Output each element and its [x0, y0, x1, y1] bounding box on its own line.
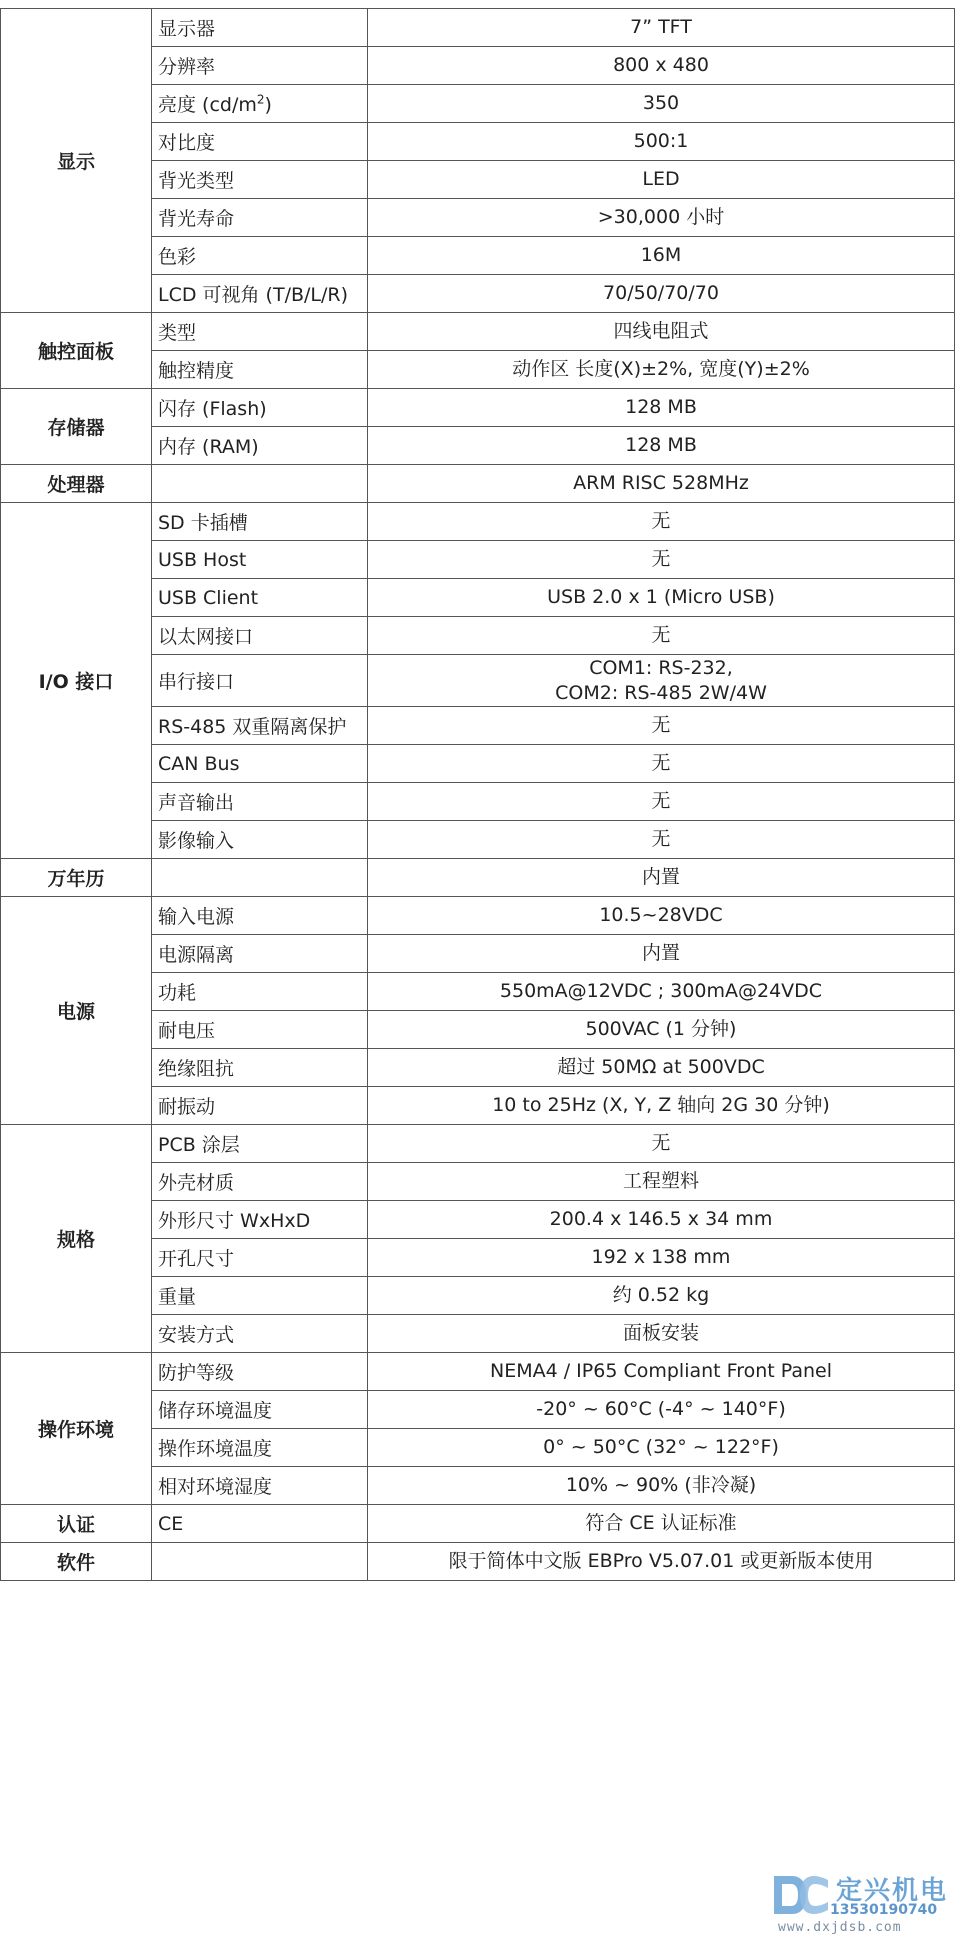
item-label: 分辨率 [152, 47, 368, 85]
item-value-line: COM1: RS-232, [589, 656, 733, 679]
item-label: 操作环境温度 [152, 1429, 368, 1467]
item-label: USB Client [152, 579, 368, 617]
item-label: LCD 可视角 (T/B/L/R) [152, 275, 368, 313]
item-value: 动作区 长度(X)±2%, 宽度(Y)±2% [368, 351, 955, 389]
item-value: 内置 [368, 859, 955, 897]
item-label: 背光类型 [152, 161, 368, 199]
item-value: 无 [368, 617, 955, 655]
item-value: 工程塑料 [368, 1163, 955, 1201]
spec-table [0, 8, 955, 1581]
item-value: 无 [368, 503, 955, 541]
item-label: CAN Bus [152, 745, 368, 783]
table-row [1, 503, 955, 541]
table-row [1, 897, 955, 935]
watermark-url: www.dxjdsb.com [778, 1920, 902, 1935]
item-label: 影像输入 [152, 821, 368, 859]
item-value: 符合 CE 认证标准 [368, 1505, 955, 1543]
category-cert: 认证 [1, 1505, 152, 1543]
category-env: 操作环境 [1, 1353, 152, 1505]
item-label: 色彩 [152, 237, 368, 275]
superscript: 2 [256, 92, 265, 107]
item-value: LED [368, 161, 955, 199]
table-row [1, 1125, 955, 1163]
category-rtc: 万年历 [1, 859, 152, 897]
watermark-phone: 13530190740 [830, 1902, 938, 1918]
category-touch: 触控面板 [1, 313, 152, 389]
item-value: -20° ~ 60°C (-4° ~ 140°F) [368, 1391, 955, 1429]
item-label: 串行接口 [152, 655, 368, 707]
item-label: 重量 [152, 1277, 368, 1315]
item-value [368, 655, 955, 707]
table-row [1, 1353, 955, 1391]
item-value: 约 0.52 kg [368, 1277, 955, 1315]
item-label: 闪存 (Flash) [152, 389, 368, 427]
item-label: SD 卡插槽 [152, 503, 368, 541]
item-label: USB Host [152, 541, 368, 579]
item-value: 70/50/70/70 [368, 275, 955, 313]
item-label: 耐电压 [152, 1011, 368, 1049]
item-value: 10 to 25Hz (X, Y, Z 轴向 2G 30 分钟) [368, 1087, 955, 1125]
category-processor: 处理器 [1, 465, 152, 503]
item-value: 超过 50MΩ at 500VDC [368, 1049, 955, 1087]
item-label: 相对环境湿度 [152, 1467, 368, 1505]
item-label: 外形尺寸 WxHxD [152, 1201, 368, 1239]
item-label: 以太网接口 [152, 617, 368, 655]
item-value: 550mA@12VDC ; 300mA@24VDC [368, 973, 955, 1011]
item-label: 防护等级 [152, 1353, 368, 1391]
category-power: 电源 [1, 897, 152, 1125]
category-storage: 存储器 [1, 389, 152, 465]
table-row [1, 1543, 955, 1581]
item-label: 储存环境温度 [152, 1391, 368, 1429]
item-value: >30,000 小时 [368, 199, 955, 237]
category-software: 软件 [1, 1543, 152, 1581]
item-value: 无 [368, 783, 955, 821]
item-label [152, 85, 368, 123]
item-label: 输入电源 [152, 897, 368, 935]
item-value: 350 [368, 85, 955, 123]
item-value: 四线电阻式 [368, 313, 955, 351]
item-label-text: 亮度 (cd/m [158, 94, 257, 116]
item-value: 500:1 [368, 123, 955, 161]
category-spec: 规格 [1, 1125, 152, 1353]
category-io: I/O 接口 [1, 503, 152, 859]
item-label: 类型 [152, 313, 368, 351]
item-label: RS-485 双重隔离保护 [152, 707, 368, 745]
item-value: 10.5~28VDC [368, 897, 955, 935]
table-row [1, 9, 955, 47]
item-label [152, 859, 368, 897]
item-label-end: ) [264, 94, 272, 116]
item-label: CE [152, 1505, 368, 1543]
item-value: 内置 [368, 935, 955, 973]
category-display: 显示 [1, 9, 152, 313]
watermark [770, 1868, 970, 1938]
table-row [1, 1505, 955, 1543]
item-label: 内存 (RAM) [152, 427, 368, 465]
table-row [1, 465, 955, 503]
item-value: 无 [368, 707, 955, 745]
item-value: 限于简体中文版 EBPro V5.07.01 或更新版本使用 [368, 1543, 955, 1581]
watermark-company-name: 定兴机电 [836, 1876, 949, 1906]
item-value: 无 [368, 1125, 955, 1163]
item-label: 声音输出 [152, 783, 368, 821]
item-value: 0° ~ 50°C (32° ~ 122°F) [368, 1429, 955, 1467]
item-value: 200.4 x 146.5 x 34 mm [368, 1201, 955, 1239]
item-value: 192 x 138 mm [368, 1239, 955, 1277]
item-label: 外壳材质 [152, 1163, 368, 1201]
item-value: 无 [368, 821, 955, 859]
item-value: 10% ~ 90% (非冷凝) [368, 1467, 955, 1505]
item-value: 7” TFT [368, 9, 955, 47]
item-label: PCB 涂层 [152, 1125, 368, 1163]
item-value: 128 MB [368, 389, 955, 427]
item-value: 16M [368, 237, 955, 275]
company-logo-icon [770, 1872, 830, 1918]
item-value: 500VAC (1 分钟) [368, 1011, 955, 1049]
item-value: 128 MB [368, 427, 955, 465]
table-row [1, 313, 955, 351]
item-label: 耐振动 [152, 1087, 368, 1125]
item-value: 无 [368, 745, 955, 783]
item-label: 对比度 [152, 123, 368, 161]
item-label: 触控精度 [152, 351, 368, 389]
item-label: 电源隔离 [152, 935, 368, 973]
item-label [152, 465, 368, 503]
item-label: 功耗 [152, 973, 368, 1011]
item-value: NEMA4 / IP65 Compliant Front Panel [368, 1353, 955, 1391]
item-value: ARM RISC 528MHz [368, 465, 955, 503]
item-value: 面板安装 [368, 1315, 955, 1353]
item-label: 背光寿命 [152, 199, 368, 237]
table-row [1, 389, 955, 427]
item-label [152, 1543, 368, 1581]
item-label: 安装方式 [152, 1315, 368, 1353]
table-row [1, 859, 955, 897]
item-value-line: COM2: RS-485 2W/4W [555, 681, 767, 704]
item-value: USB 2.0 x 1 (Micro USB) [368, 579, 955, 617]
item-label: 绝缘阻抗 [152, 1049, 368, 1087]
item-value: 无 [368, 541, 955, 579]
item-label: 开孔尺寸 [152, 1239, 368, 1277]
item-label: 显示器 [152, 9, 368, 47]
item-value: 800 x 480 [368, 47, 955, 85]
